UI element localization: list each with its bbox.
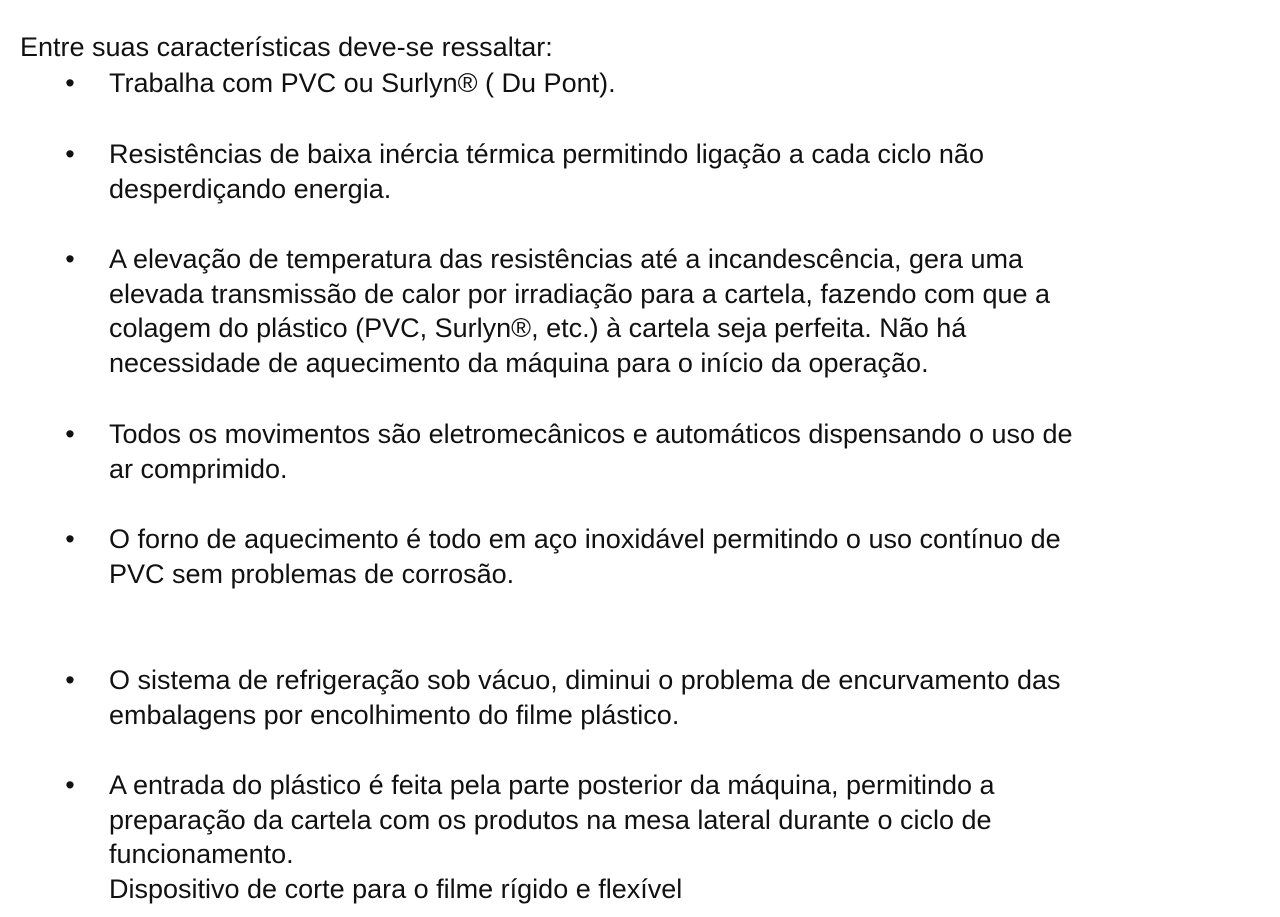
bullet-icon: • — [65, 524, 75, 554]
list-item-line: elevada transmissão de calor por irradiação para a cartela, fazendo com que a — [109, 278, 1051, 309]
list-item-text — [109, 66, 1239, 101]
list-item-line: A entrada do plástico é feita pela parte posterior da máquina, permitindo a — [109, 770, 995, 800]
list-item-text — [109, 768, 1239, 906]
list-item-text — [109, 522, 1239, 591]
list-item-line: desperdiçando energia. — [109, 173, 392, 204]
list-item-text — [109, 663, 1239, 732]
list-item-line: O forno de aquecimento é todo em aço inoxidável permitindo o uso contínuo de — [109, 524, 1061, 554]
bullet-icon: • — [65, 770, 75, 800]
list-item-line: Trabalha com PVC ou Surlyn® ( Du Pont). — [109, 68, 616, 98]
bullet-icon: • — [65, 419, 75, 449]
list-item-line: A elevação de temperatura das resistências até a incandescência, gera uma — [109, 244, 1024, 274]
bullet-icon: • — [65, 244, 75, 274]
list-item-line: O sistema de refrigeração sob vácuo, diminui o problema de encurvamento das — [109, 665, 1061, 695]
list-item-line: ar comprimido. — [109, 453, 288, 484]
bullet-icon: • — [65, 139, 75, 169]
list-item-line: PVC sem problemas de corrosão. — [109, 558, 515, 589]
bullet-icon: • — [65, 68, 75, 98]
list-item-line: preparação da cartela com os produtos na mesa lateral durante o ciclo de — [109, 804, 992, 835]
list-item-line: funcionamento. — [109, 839, 294, 869]
list-item-text — [109, 417, 1239, 486]
list-item-line: Resistências de baixa inércia térmica permitindo ligação a cada ciclo não — [109, 139, 984, 169]
intro-text: Entre suas características deve-se ressaltar: — [20, 32, 553, 62]
list-item-line: Todos os movimentos são eletromecânicos e automáticos dispensando o uso de — [109, 419, 1073, 449]
list-item-line: embalagens por encolhimento do filme plástico. — [109, 699, 680, 730]
list-item-line: Dispositivo de corte para o filme rígido e flexível — [109, 873, 683, 904]
list-item-text — [109, 137, 1239, 206]
list-item-line: necessidade de aquecimento da máquina para o início da operação. — [109, 347, 929, 378]
list-item-line: colagem do plástico (PVC, Surlyn®, etc.) à cartela seja perfeita. Não há — [109, 313, 967, 343]
list-item-text — [109, 242, 1239, 380]
bullet-icon: • — [65, 665, 75, 695]
